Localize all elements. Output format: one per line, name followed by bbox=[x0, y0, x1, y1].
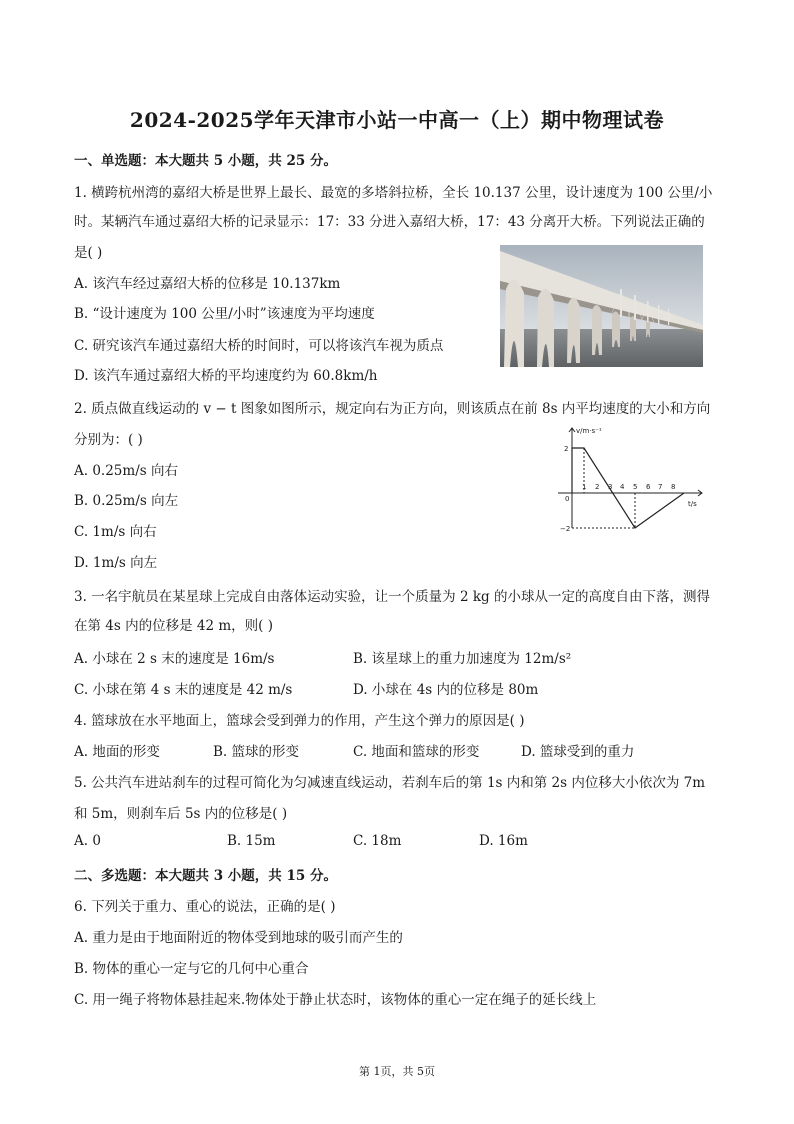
graph-xtick: 6 bbox=[646, 483, 651, 491]
page-footer: 第 1页，共 5页 bbox=[359, 1065, 435, 1078]
q5-option-d: D. 16m bbox=[479, 833, 528, 849]
q3-stem-line1: 3. 一名宇航员在某星球上完成自由落体运动实验，让一个质量为 2 kg 的小球从一定的高度自由下落，测得 bbox=[74, 589, 710, 605]
graph-xtick: 1 bbox=[582, 483, 587, 491]
q2-option-c: C. 1m/s 向右 bbox=[74, 524, 157, 540]
q4-option-b: B. 篮球的形变 bbox=[213, 744, 300, 760]
graph-ylabel: v/m·s⁻¹ bbox=[576, 427, 602, 435]
q5-option-b: B. 15m bbox=[227, 833, 276, 849]
q6-option-b: B. 物体的重心一定与它的几何中心重合 bbox=[74, 961, 309, 977]
q2-stem-line2: 分别为：( ) bbox=[74, 432, 143, 448]
q4-stem: 4. 篮球放在水平地面上，篮球会受到弹力的作用，产生这个弹力的原因是( ) bbox=[74, 713, 525, 729]
q5-option-a: A. 0 bbox=[74, 833, 101, 849]
q3-option-d: D. 小球在 4s 内的位移是 80m bbox=[353, 682, 539, 698]
q3-option-c: C. 小球在第 4 s 末的速度是 42 m/s bbox=[74, 682, 293, 698]
page-title: 2024-2025学年天津市小站一中高一（上）期中物理试卷 bbox=[129, 108, 665, 132]
q4-option-a: A. 地面的形变 bbox=[74, 744, 160, 760]
graph-xtick: 2 bbox=[595, 483, 600, 491]
q1-stem-line1: 1. 横跨杭州湾的嘉绍大桥是世界上最长、最宽的多塔斜拉桥，全长 10.137 公里，设计速度为 100 公里/小 bbox=[74, 185, 713, 201]
graph-y-pos: 2 bbox=[564, 445, 569, 453]
q1-option-b: B. “设计速度为 100 公里/小时”该速度为平均速度 bbox=[74, 306, 375, 322]
q4-option-c: C. 地面和篮球的形变 bbox=[353, 744, 480, 760]
q6-option-a: A. 重力是由于地面附近的物体受到地球的吸引而产生的 bbox=[74, 930, 403, 946]
q1-option-a: A. 该汽车经过嘉绍大桥的位移是 10.137km bbox=[74, 276, 341, 292]
vt-line bbox=[572, 448, 684, 528]
q4-option-d: D. 篮球受到的重力 bbox=[521, 744, 635, 760]
q5-option-c: C. 18m bbox=[353, 833, 402, 849]
q6-stem: 6. 下列关于重力、重心的说法，正确的是( ) bbox=[74, 899, 336, 915]
graph-origin: 0 bbox=[565, 495, 570, 503]
q2-option-d: D. 1m/s 向左 bbox=[74, 555, 158, 571]
graph-xtick: 5 bbox=[633, 483, 638, 491]
q3-option-a: A. 小球在 2 s 末的速度是 16m/s bbox=[74, 651, 275, 667]
graph-y-neg: −2 bbox=[560, 525, 571, 533]
q5-stem-line2: 和 5m，则刹车后 5s 内的位移是( ) bbox=[74, 806, 288, 822]
q6-option-c: C. 用一绳子将物体悬挂起来.物体处于静止状态时，该物体的重心一定在绳子的延长线上 bbox=[74, 992, 597, 1008]
q1-stem-line2: 时。某辆汽车通过嘉绍大桥的记录显示：17：33 分进入嘉绍大桥，17：43 分离开大桥。下列说法正确的 bbox=[74, 214, 705, 230]
q5-stem-line1: 5. 公共汽车进站刹车的过程可简化为匀减速直线运动，若刹车后的第 1s 内和第 2s 内位移大小依次为 7m bbox=[74, 775, 706, 791]
graph-xtick: 8 bbox=[671, 483, 676, 491]
bridge-photo bbox=[500, 245, 703, 367]
q1-option-c: C. 研究该汽车通过嘉绍大桥的时间时，可以将该汽车视为质点 bbox=[74, 338, 444, 354]
graph-xtick: 3 bbox=[608, 483, 613, 491]
section-multi-choice: 二、多选题：本大题共 3 小题，共 15 分。 bbox=[74, 868, 337, 884]
q3-option-b: B. 该星球上的重力加速度为 12m/s² bbox=[353, 651, 572, 667]
q2-stem-line1: 2. 质点做直线运动的 v − t 图象如图所示，规定向右为正方向，则该质点在前 8s 内平均速度的大小和方向 bbox=[74, 401, 711, 417]
graph-xtick: 4 bbox=[620, 483, 625, 491]
q2-option-b: B. 0.25m/s 向左 bbox=[74, 493, 179, 509]
q1-stem-line3: 是( ) bbox=[74, 245, 103, 261]
section-single-choice: 一、单选题：本大题共 5 小题，共 25 分。 bbox=[74, 153, 337, 169]
q1-option-d: D. 该汽车通过嘉绍大桥的平均速度约为 60.8km/h bbox=[74, 368, 378, 384]
graph-xtick: 7 bbox=[658, 483, 663, 491]
q2-option-a: A. 0.25m/s 向右 bbox=[74, 463, 178, 479]
q3-stem-line2: 在第 4s 内的位移是 42 m，则( ) bbox=[74, 618, 273, 634]
vt-graph bbox=[554, 420, 704, 535]
graph-xlabel: t/s bbox=[688, 500, 697, 508]
